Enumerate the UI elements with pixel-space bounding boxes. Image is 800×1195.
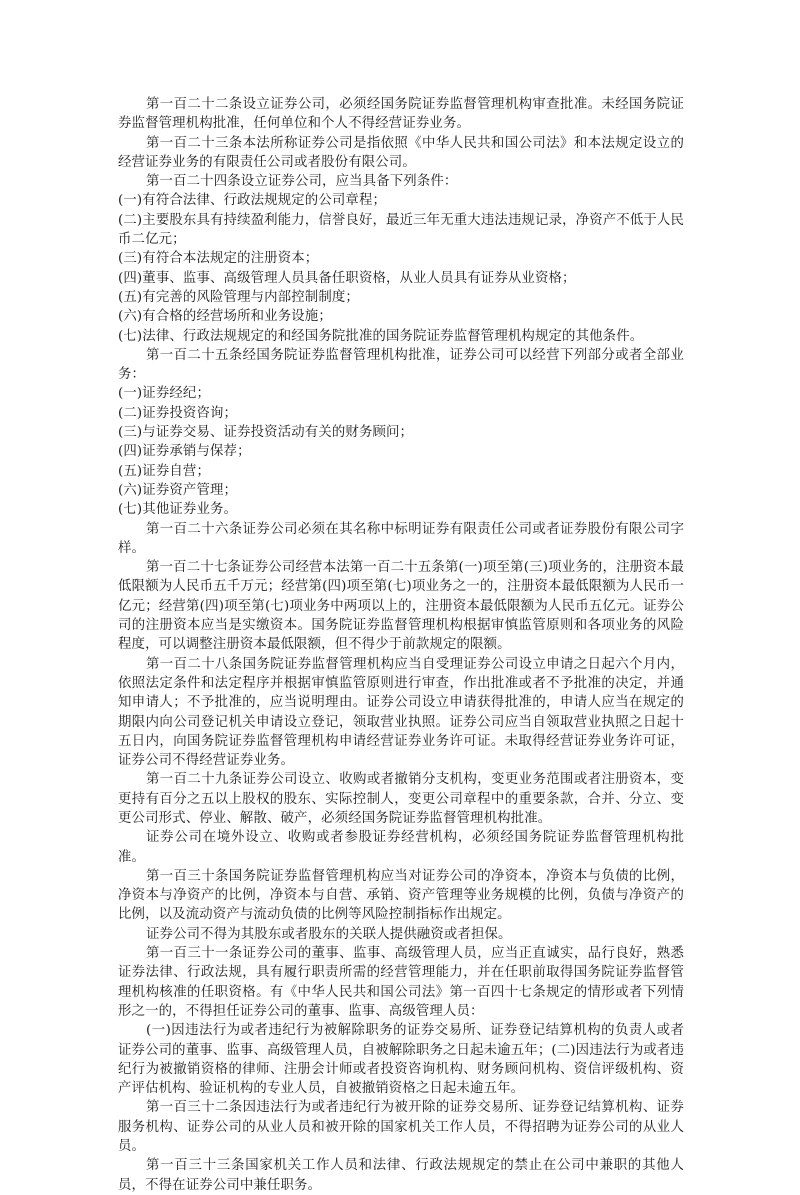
- article-131-items: (一)因违法行为或者违纪行为被解除职务的证券交易所、证券登记结算机构的负责人或者证券公司的董事、监事、高级管理人员，自被解除职务之日起未逾五年；(二)因违法行为或者违纪行为被撤销资格的律师、注册会计师或者投资咨询机构、财务顾问机构、资信评级机构、资产评估机构、验证机构的专业人员，自被撤销资格之日起未逾五年。: [118, 1023, 684, 1097]
- list-item: (四)证券承销与保荐；: [118, 444, 251, 460]
- article-131: 第一百三十一条证券公司的董事、监事、高级管理人员，应当正直诚实，品行良好，熟悉证券法律、行政法规，具有履行职责所需的经营管理能力，并在任职前取得国务院证券监督管理机构核准的任职资格。有《中华人民共和国公司法》第一百四十七条规定的情形或者下列情形之一的，不得担任证券公司的董事、监事、高级管理人员：: [118, 946, 684, 1019]
- article-128: 第一百二十八条国务院证券监督管理机构应当自受理证券公司设立申请之日起六个月内，依照法定条件和法定程序并根据审慎监管原则进行审查，作出批准或者不予批准的决定，并通知申请人；不予批准的，应当说明理由。证券公司设立申请获得批准的，申请人应当在规定的期限内向公司登记机关申请设立登记，领取营业执照。证券公司应当自领取营业执照之日起十五日内，向国务院证券监督管理机构申请经营证券业务许可证。未取得经营证券业务许可证，证券公司不得经营证券业务。: [118, 656, 684, 769]
- article-129-paragraph-2: 证券公司在境外设立、收购或者参股证券经营机构，必须经国务院证券监督管理机构批准。: [118, 830, 684, 865]
- article-122: 第一百二十二条设立证券公司，必须经国务院证券监督管理机构审查批准。未经国务院证券监督管理机构批准，任何单位和个人不得经营证券业务。: [118, 97, 684, 132]
- article-126: 第一百二十六条证券公司必须在其名称中标明证券有限责任公司或者证券股份有限公司字样。: [118, 521, 684, 556]
- list-item: (六)有合格的经营场所和业务设施；: [118, 309, 332, 325]
- list-item: (四)董事、监事、高级管理人员具备任职资格，从业人员具有证券从业资格；: [118, 270, 576, 286]
- list-item: (七)其他证券业务。: [118, 502, 238, 518]
- article-130-paragraph-2: 证券公司不得为其股东或者股东的关联人提供融资或者担保。: [146, 926, 512, 942]
- list-item: (二)证券投资咨询；: [118, 405, 238, 421]
- list-item: (六)证券资产管理；: [118, 482, 238, 498]
- article-123: 第一百二十三条本法所称证券公司是指依照《中华人民共和国公司法》和本法规定设立的经营证券业务的有限责任公司或者股份有限公司。: [118, 135, 684, 170]
- article-129: 第一百二十九条证券公司设立、收购或者撤销分支机构，变更业务范围或者注册资本，变更持有百分之五以上股权的股东、实际控制人，变更公司章程中的重要条款，合并、分立、变更公司形式、停业、解散、破产，必须经国务院证券监督管理机构批准。: [118, 772, 684, 826]
- list-item: (七)法律、行政法规规定的和经国务院批准的国务院证券监督管理机构规定的其他条件。: [118, 328, 644, 344]
- article-124: 第一百二十四条设立证券公司，应当具备下列条件：: [146, 174, 458, 190]
- list-item: (一)证券经纪；: [118, 386, 210, 402]
- article-127: 第一百二十七条证券公司经营本法第一百二十五条第(一)项至第(三)项业务的，注册资本最低限额为人民币五千万元；经营第(四)项至第(七)项业务之一的，注册资本最低限额为人民币一亿元；经营第(四)项至第(七)项业务中两项以上的，注册资本最低限额为人民币五亿元。证券公司的注册资本应当是实缴资本。国务院证券监督管理机构根据审慎监管原则和各项业务的风险程度，可以调整注册资本最低限额，但不得少于前款规定的限额。: [118, 560, 684, 653]
- list-item: (二)主要股东具有持续盈利能力，信誉良好，最近三年无重大违法违规记录，净资产不低于人民币二亿元；: [118, 212, 684, 248]
- article-133: 第一百三十三条国家机关工作人员和法律、行政法规规定的禁止在公司中兼职的其他人员，不得在证券公司中兼任职务。: [118, 1158, 684, 1193]
- article-132: 第一百三十二条因违法行为或者违纪行为被开除的证券交易所、证券登记结算机构、证券服务机构、证券公司的从业人员和被开除的国家机关工作人员，不得招聘为证券公司的从业人员。: [118, 1100, 684, 1155]
- list-item: (五)证券自营；: [118, 463, 210, 479]
- list-item: (三)与证券交易、证券投资活动有关的财务顾问；: [118, 425, 414, 441]
- document-body: [118, 95, 684, 1195]
- list-item: (五)有完善的风险管理与内部控制制度；: [118, 289, 359, 305]
- article-130: 第一百三十条国务院证券监督管理机构应当对证券公司的净资本，净资本与负债的比例，净资本与净资产的比例，净资本与自营、承销、资产管理等业务规模的比例，负债与净资产的比例，以及流动资产与流动负债的比例等风险控制指标作出规定。: [118, 868, 684, 923]
- article-125: 第一百二十五条经国务院证券监督管理机构批准，证券公司可以经营下列部分或者全部业务：: [118, 347, 684, 383]
- list-item: (一)有符合法律、行政法规规定的公司章程；: [118, 193, 387, 209]
- list-item: (三)有符合本法规定的注册资本；: [118, 251, 319, 267]
